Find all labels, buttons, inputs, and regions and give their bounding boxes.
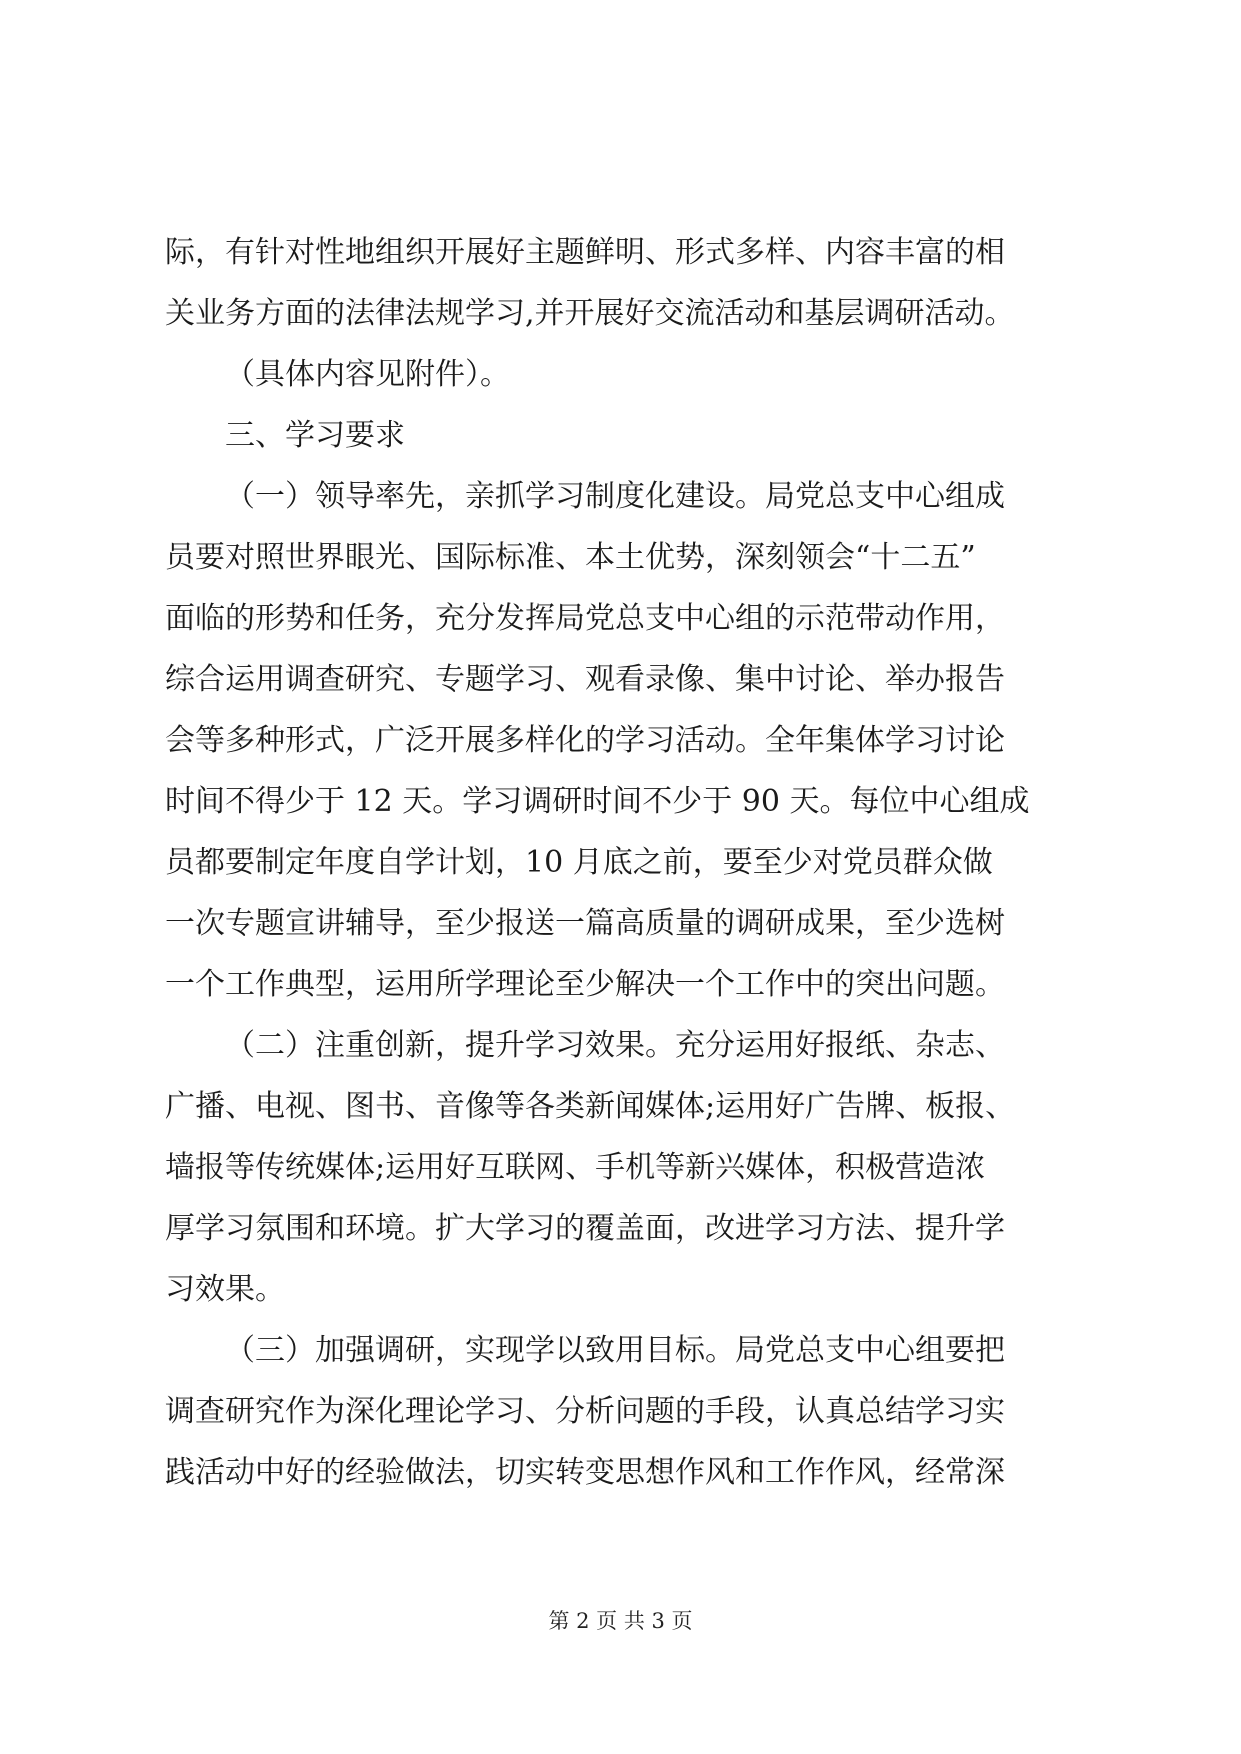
text-line: 厚学习氛围和环境。扩大学习的覆盖面，改进学习方法、提升学 [165, 1211, 1005, 1246]
text-line: 时间不得少于 12 天。学习调研时间不少于 90 天。每位中心组成 [165, 784, 1030, 819]
text-line: 面临的形势和任务，充分发挥局党总支中心组的示范带动作用， [165, 601, 1005, 636]
text-line: 员都要制定年度自学计划，10 月底之前，要至少对党员群众做 [165, 845, 993, 880]
text-line: 践活动中好的经验做法，切实转变思想作风和工作作风，经常深 [165, 1455, 1005, 1490]
text-line: （三）加强调研，实现学以致用目标。局党总支中心组要把 [225, 1333, 1005, 1368]
text-line: 墙报等传统媒体;运用好互联网、手机等新兴媒体，积极营造浓 [165, 1150, 986, 1185]
text-line: （二）注重创新，提升学习效果。充分运用好报纸、杂志、 [225, 1028, 1005, 1063]
text-line: 习效果。 [165, 1272, 285, 1307]
text-line: （一）领导率先，亲抓学习制度化建设。局党总支中心组成 [225, 479, 1005, 514]
text-line: 广播、电视、图书、音像等各类新闻媒体;运用好广告牌、板报、 [165, 1089, 1016, 1124]
text-line: 关业务方面的法律法规学习,并开展好交流活动和基层调研活动。 [165, 296, 1015, 331]
section-heading: 三、学习要求 [225, 418, 405, 453]
text-line: 员要对照世界眼光、国际标准、本土优势，深刻领会“十二五” [165, 540, 976, 575]
text-line: 调查研究作为深化理论学习、分析问题的手段，认真总结学习实 [165, 1394, 1005, 1429]
text-line: 际，有针对性地组织开展好主题鲜明、形式多样、内容丰富的相 [165, 235, 1005, 270]
text-line: 一次专题宣讲辅导，至少报送一篇高质量的调研成果，至少选树 [165, 906, 1005, 941]
text-line: 综合运用调查研究、专题学习、观看录像、集中讨论、举办报告 [165, 662, 1005, 697]
text-line: （具体内容见附件）。 [225, 357, 510, 392]
document-body [165, 222, 1085, 1503]
text-line: 会等多种形式，广泛开展多样化的学习活动。全年集体学习讨论 [165, 723, 1005, 758]
text-line: 一个工作典型，运用所学理论至少解决一个工作中的突出问题。 [165, 967, 1005, 1002]
page-number: 第 2 页 共 3 页 [548, 1609, 693, 1633]
